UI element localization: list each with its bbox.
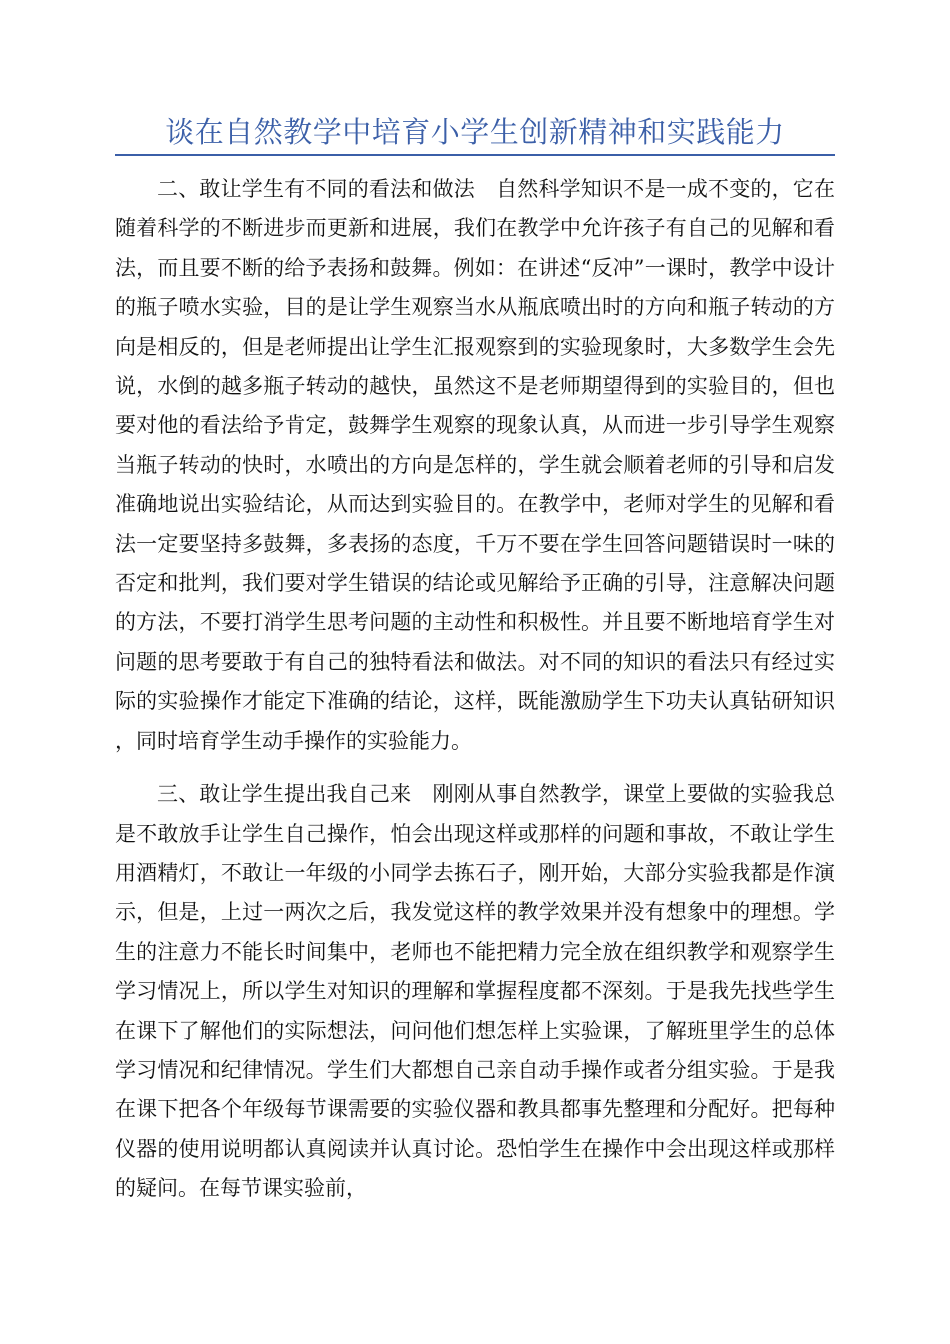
paragraph-section-three: 三、敢让学生提出我自己来 刚刚从事自然教学，课堂上要做的实验我总是不敢放手让学生自己操作，怕会出现这样或那样的问题和事故，不敢让学生用酒精灯，不敢让一年级的小同学去拣石子，刚开始，大部分实验我都是作演示，但是，上过一两次之后，我发觉这样的教学效果并没有想象中的理想。学生的注意力不能长时间集中，老师也不能把精力完全放在组织教学和观察学生学习情况上，所以学生对知识的理解和掌握程度都不深刻。于是我先找些学生在课下了解他们的实际想法，问问他们想怎样上实验课，了解班里学生的总体学习情况和纪律情况。学生们大都想自己亲自动手操作或者分组实验。于是我在课下把各个年级每节课需要的实验仪器和教具都事先整理和分配好。把每种仪器的使用说明都认真阅读并认真讨论。恐怕学生在操作中会出现这样或那样的疑问。在每节课实验前， [115, 782, 835, 1201]
document-title: 谈在自然教学中培育小学生创新精神和实践能力 [165, 115, 785, 149]
paragraph-section-two: 二、敢让学生有不同的看法和做法 自然科学知识不是一成不变的，它在随着科学的不断进步而更新和进展，我们在教学中允许孩子有自己的见解和看法，而且要不断的给予表扬和鼓舞。例如：在讲述“反冲”一课时，教学中设计的瓶子喷水实验，目的是让学生观察当水从瓶底喷出时的方向和瓶子转动的方向是相反的，但是老师提出让学生汇报观察到的实验现象时，大多数学生会先说，水倒的越多瓶子转动的越快，虽然这不是老师期望得到的实验目的，但也要对他的看法给予肯定，鼓舞学生观察的现象认真，从而进一步引导学生观察当瓶子转动的快时，水喷出的方向是怎样的，学生就会顺着老师的引导和启发准确地说出实验结论，从而达到实验目的。在教学中，老师对学生的见解和看法一定要坚持多鼓舞，多表扬的态度，千万不要在学生回答问题错误时一味的否定和批判，我们要对学生错误的结论或见解给予正确的引导，注意解决问题的方法，不要打消学生思考问题的主动性和积极性。并且要不断地培育学生对问题的思考要敢于有自己的独特看法和做法。对不同的知识的看法只有经过实际的实验操作才能定下准确的结论，这样，既能激励学生下功夫认真钻研知识，同时培育学生动手操作的实验能力。 [115, 177, 835, 753]
document-body [115, 170, 835, 1209]
title-underline [115, 154, 835, 156]
